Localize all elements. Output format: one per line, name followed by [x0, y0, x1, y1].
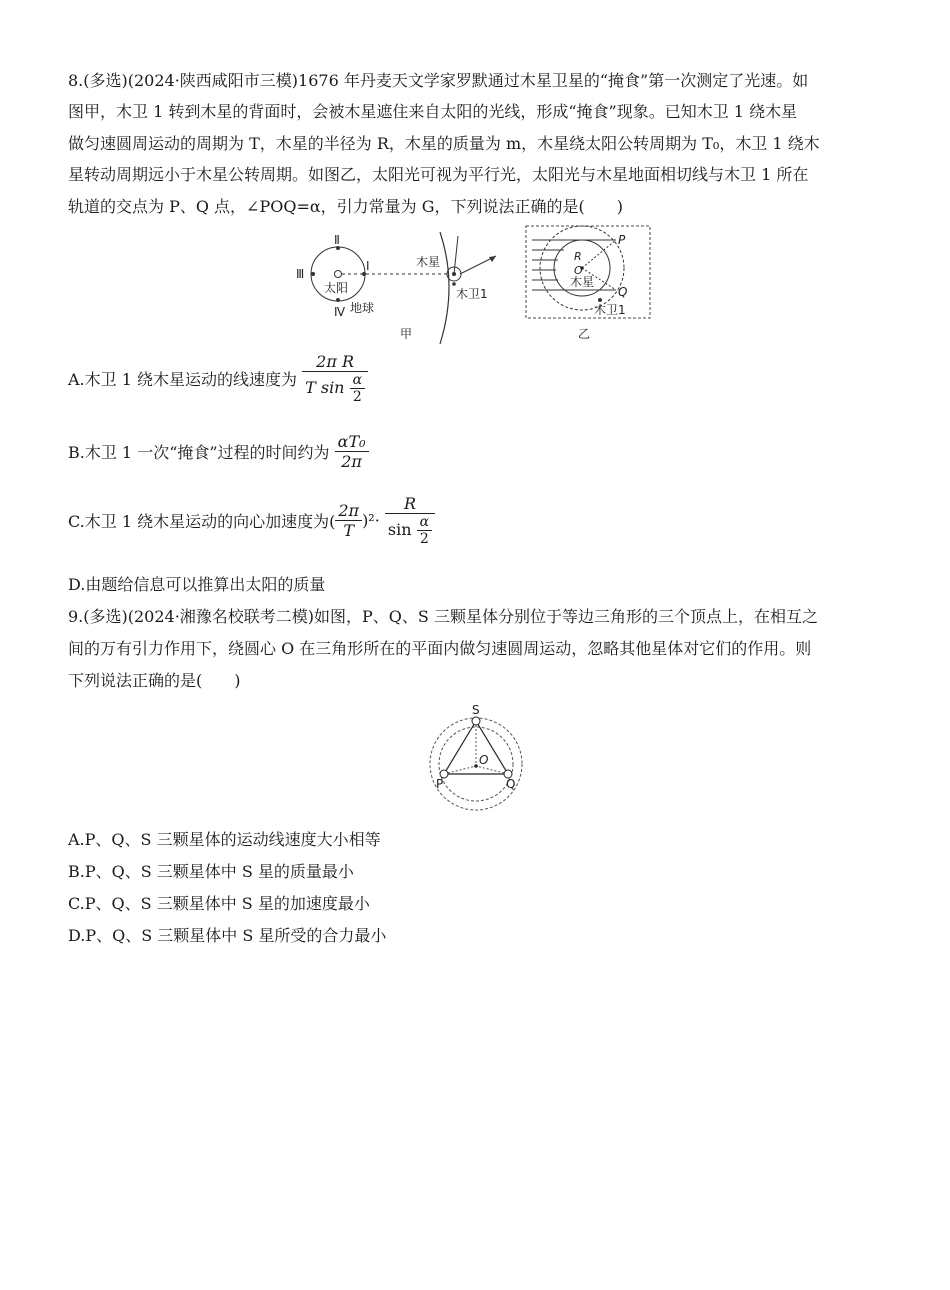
yi-R: R — [574, 250, 582, 263]
yi-P: P — [618, 233, 626, 247]
star-q-label: Q — [506, 777, 516, 791]
q9-option-b: B.P、Q、S 三颗星体中 S 星的质量最小 — [68, 862, 354, 881]
q8-line-1: 8.(多选)(2024·陕西咸阳市三模)1676 年丹麦天文学家罗默通过木星卫星的“掩食”第一次测定了光速。如 — [68, 71, 809, 90]
q9-option-c: C.P、Q、S 三颗星体中 S 星的加速度最小 — [68, 894, 370, 913]
yi-Q: Q — [618, 285, 628, 299]
figure-jia — [290, 226, 520, 346]
q9-line-3: 下列说法正确的是( ) — [68, 671, 241, 690]
q8-line-3: 做匀速圆周运动的周期为 T，木星的半径为 R，木星的质量为 m，木星绕太阳公转周期为 T₀，木卫 1 绕木 — [68, 134, 820, 153]
q9-option-d: D.P、Q、S 三颗星体中 S 星所受的合力最小 — [68, 926, 387, 945]
caption-yi: 乙 — [578, 327, 591, 341]
jupiter-label: 木星 — [416, 255, 441, 269]
center-o-label: O — [479, 753, 489, 767]
star-p-label: P — [436, 777, 444, 791]
sun-label: 太阳 — [324, 281, 349, 295]
q9-line-2: 间的万有引力作用下，绕圆心 O 在三角形所在的平面内做匀速圆周运动，忽略其他星体对它们的作用。则 — [68, 639, 812, 658]
figure-yi — [524, 224, 654, 346]
roman-2: Ⅱ — [334, 233, 340, 247]
moon-label: 木卫1 — [456, 287, 488, 301]
c-fraction-2: R sin $\frac{\alpha}{2}$ — [385, 494, 435, 547]
roman-3: Ⅲ — [296, 267, 305, 281]
a-fraction: 2π R T sin $\frac{\alpha}{2}$ — [302, 352, 368, 405]
c-fraction-1: $\frac{2\pi}{T}$ — [335, 501, 362, 540]
roman-1: Ⅰ — [366, 259, 370, 273]
q8-line-2: 图甲，木卫 1 转到木星的背面时，会被木星遮住来自太阳的光线，形成“掩食”现象。已知木卫 1 绕木星 — [68, 102, 798, 121]
q8-line-5: 轨道的交点为 P、Q 点，∠POQ=α，引力常量为 G，下列说法正确的是( ) — [68, 197, 624, 216]
roman-4: Ⅳ — [334, 305, 346, 319]
q8-option-c: C.木卫 1 绕木星运动的向心加速度为( $\frac{2\pi}{T}$ )²· R sin $\frac{\alpha}{2}$ — [68, 494, 435, 547]
yi-jupiter: 木星 — [570, 275, 595, 289]
q8-line-4: 星转动周期远小于木星公转周期。如图乙，太阳光可视为平行光，太阳光与木星地面相切线与木卫 1 所在 — [68, 165, 809, 184]
caption-jia: 甲 — [400, 327, 413, 341]
star-s-label: S — [472, 703, 480, 717]
q9-option-a: A.P、Q、S 三颗星体的运动线速度大小相等 — [68, 830, 381, 849]
yi-moon: 木卫1 — [594, 303, 626, 317]
q9-line-1: 9.(多选)(2024·湘豫名校联考二模)如图，P、Q、S 三颗星体分别位于等边三角形的三个顶点上，在相互之 — [68, 607, 818, 626]
figure-triangle — [420, 700, 532, 818]
b-fraction: $\frac{\text{αT₀}}{2\pi}$ — [335, 432, 369, 471]
yi-O: O — [574, 264, 583, 277]
earth-label: 地球 — [350, 301, 375, 315]
q8-option-a: A.木卫 1 绕木星运动的线速度为 2π R T sin $\frac{\alpha}{2}$ — [68, 352, 368, 405]
q8-option-d: D.由题给信息可以推算出太阳的质量 — [68, 575, 326, 594]
q8-option-b: B.木卫 1 一次“掩食”过程的时间约为 $\frac{\text{αT₀}}{2\pi}$ — [68, 432, 369, 471]
